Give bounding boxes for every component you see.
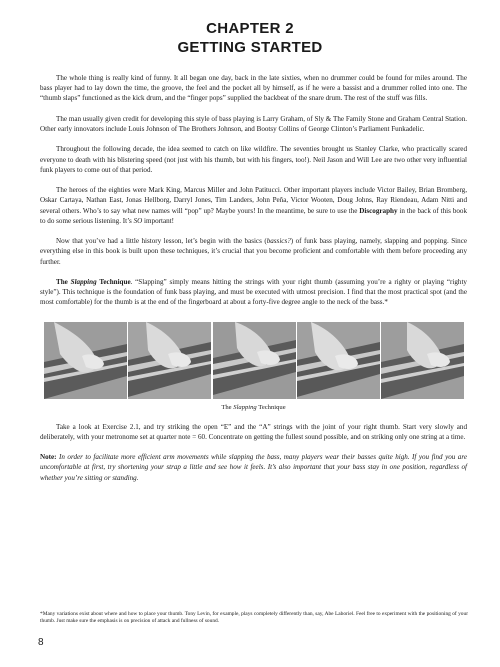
- paragraph-5-text-b: ) of funk bass playing, namely, slapping and popping. Since everything else in this book is built upon these techniques, it’s crucial that you become proficient and comfortable with them before proceeding any further.: [40, 237, 467, 266]
- paragraph-3: Throughout the following decade, the idea seemed to catch on like wildfire. The seventies brought us Stanley Clarke, who practically scared everyone to death with his blistering speed (not just with his thumb, but with his fingers, too!). Neil Jason and Will Lee are two other very influential funk players to come out of that period.: [40, 145, 467, 174]
- paragraph-6-text: . “Slapping” simply means hitting the strings with your right thumb (assuming you’re a righty or playing “righty style”). This technique is the foundation of funk bass playing, and must be executed with utmost precision. I find that the most practical spot (and the most comfortable) for the thumb is at the end of the fingerboard at about a forty-five degree angle to the neck of the bass.*: [40, 277, 467, 307]
- paragraph-1: The whole thing is really kind of funny. It all began one day, back in the late sixties, when no drummer could be found for miles around. The bass player had to lay down the time, the groove, the feel and the pocket all by himself, as if he were a bassist and a drummer rolled into one. The “thumb slaps” functioned as the kick drum, and the “finger pops” supplied the backbeat of the snare drum. The rest of the stuff was fills.: [40, 74, 467, 103]
- note-label: Note:: [40, 453, 57, 462]
- paragraph-4-text-c: important!: [142, 216, 174, 225]
- chapter-number: CHAPTER 2: [206, 20, 294, 37]
- slapping-technique-term: [56, 278, 131, 286]
- photo-caption: [40, 403, 467, 412]
- hand-on-bass-image: [381, 322, 464, 399]
- paragraph-7: Take a look at Exercise 2.1, and try striking the open “E” and the “A” strings with the joint of your right thumb. Start very slowly and deliberately, with your metronome set at quarter note = 60. Concentrate on getting the fullest sound possible, and on striking only one string at a time.: [40, 422, 467, 441]
- discography-term: Discography: [359, 206, 398, 215]
- hand-on-bass-image: [44, 322, 127, 399]
- paragraph-2: The man usually given credit for developing this style of bass playing is Larry Graham, of Sly & The Family Stone and Graham Central Station. Other early innovators include Louis Johnson of The Brothers Johnson, and Bootsy Collins of George Clinton’s Parliament Funkadelic.: [40, 114, 467, 133]
- photo-strip: [44, 322, 464, 399]
- hand-on-bass-image: [128, 322, 211, 399]
- paragraph-4-text-a: The heroes of the eighties were Mark King, Marcus Miller and John Patitucci. Other important players include Victor Bailey, Brian Bromberg, Oskar Cartaya, Nathan East, Jonas Hellborg, Darryl Jones, Tim Landers, John Peña, Victor Wooten, Doug Johns, Ray Riendeau, Adam Nitti and several others. Who’s to say what new names will “pop” up? Maybe yours! In the meantime, be sure to use the: [40, 186, 467, 215]
- chapter-title: GETTING STARTED: [177, 39, 323, 56]
- slapping-photo-5: [381, 322, 464, 399]
- term-part-italic: Slapping: [70, 277, 97, 286]
- hand-on-bass-image: [297, 322, 380, 399]
- paragraph-6: [40, 277, 467, 308]
- page-number: 8: [38, 637, 44, 648]
- hand-on-bass-image: [213, 322, 296, 399]
- caption-part-italic: Slapping: [233, 403, 257, 411]
- paragraph-5-text-a: Now that you’ve had a little history lesson, let’s begin with the basics (: [56, 237, 267, 246]
- caption-part-a: The: [221, 403, 234, 411]
- so-emphasis: SO: [133, 216, 143, 225]
- body-text: [40, 73, 467, 493]
- paragraph-4-text-b: in the back of this book to do some serious listening. It’s: [40, 206, 468, 225]
- paragraph-5: [40, 236, 467, 267]
- note-text: In order to facilitate more efficient arm movements while slapping the bass, many players wear their basses quite high. If you find you are uncomfortable at first, try shortening your strap a little and see how it feels. It’s also important that your bass stay in one position, regardless of whether you’re sitting or standing.: [40, 453, 467, 482]
- paragraph-4: [40, 185, 467, 226]
- term-part-b: Technique: [96, 277, 131, 286]
- caption-part-b: Technique: [256, 403, 286, 411]
- slapping-photo-1: [44, 322, 127, 399]
- slapping-photo-2: [128, 322, 211, 399]
- term-part-a: The: [56, 277, 71, 286]
- bassics-emphasis: bassics?: [266, 237, 291, 246]
- footnote: *Many variations exist about where and how to place your thumb. Tony Levin, for example, plays completely differently than, say, Abe Laboriel. Feel free to experiment with the positioning of your thumb. Just make sure the emphasis is on precision of attack and fullness of sound.: [40, 611, 468, 625]
- slapping-photo-4: [297, 322, 380, 399]
- note-paragraph: [40, 452, 467, 483]
- slapping-photo-3: [213, 322, 296, 399]
